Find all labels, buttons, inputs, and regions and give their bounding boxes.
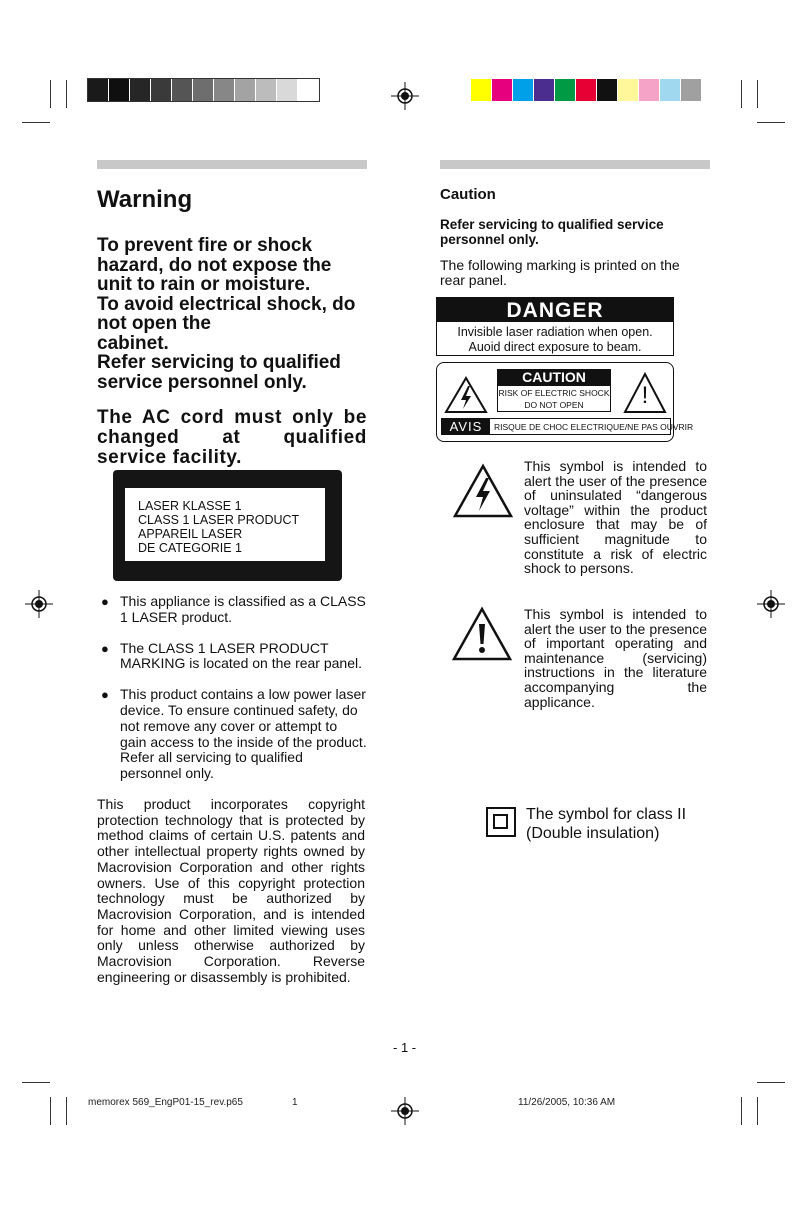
crop-mark xyxy=(741,1097,742,1125)
section-rule-left xyxy=(97,160,367,169)
ac-cord-warning: The AC cord must only be changed at qualified service facility. xyxy=(97,407,367,468)
crop-mark xyxy=(757,1082,785,1083)
laser-label-line: APPAREIL LASER xyxy=(138,527,243,541)
section-rule-right xyxy=(440,160,710,169)
fire-warning-line: cabinet. xyxy=(97,332,169,354)
color-swatch xyxy=(681,79,702,101)
caution-label xyxy=(436,362,694,442)
color-bar xyxy=(471,79,702,101)
macrovision-notice: This product incorporates copyright protection technology that is protected by method claims of certain U.S. patents and other intellectual property rights owned by Macrovision Corporation and other rights owners. Use of this copyright protection technology must be authorized by Macrovision Corporation, and is intended for home and other limited viewing uses only unless otherwise authorized by Macrovision Corporation. Reverse engineering or disassembly is prohibited. xyxy=(97,796,365,985)
fire-warning-line: Refer servicing to qualified xyxy=(97,352,341,373)
footer-page: 1 xyxy=(292,1097,298,1108)
footer-filename: memorex 569_EngP01-15_rev.p65 xyxy=(88,1097,243,1108)
exclamation-mark: ! xyxy=(641,382,649,409)
bullet-icon: ● xyxy=(101,594,109,609)
grayscale-bar xyxy=(88,79,319,101)
crop-mark xyxy=(50,80,51,108)
bullet-icon: ● xyxy=(101,640,109,656)
color-swatch xyxy=(130,79,151,101)
page-title: Warning xyxy=(97,186,193,213)
refer-servicing: Refer servicing to qualified service personnel only. xyxy=(440,217,664,247)
fire-warning-line: To avoid electrical shock, do xyxy=(97,293,356,315)
color-swatch xyxy=(235,79,256,101)
crop-mark xyxy=(757,122,785,123)
fire-warning-line: not open the xyxy=(97,313,211,334)
crop-mark xyxy=(22,122,50,123)
class-ii-line: (Double insulation) xyxy=(526,825,660,842)
laser-class-label xyxy=(113,470,342,581)
color-swatch xyxy=(151,79,172,101)
crop-mark xyxy=(741,80,742,108)
caution-label-text xyxy=(497,385,611,412)
crop-mark xyxy=(66,80,67,108)
list-item-text: This product contains a low power laser device. To ensure continued safety, do not remove any cover or attempt to gain access to the inside of the product. Refer all servicing to qualified personnel only. xyxy=(120,686,367,782)
marking-intro: The following marking is printed on the rear panel. xyxy=(440,257,680,288)
voltage-symbol-description: This symbol is intended to alert the user of the presence of uninsulated “dangerous voltage” within the product enclosure that may be of sufficient magnitude to constitute a risk of electric shock to persons. xyxy=(524,458,707,577)
color-swatch xyxy=(534,79,555,101)
crop-mark xyxy=(22,1082,50,1083)
list-item xyxy=(101,687,367,782)
crop-mark xyxy=(50,1097,51,1125)
double-insulation-icon xyxy=(486,807,516,837)
laser-label-line: DE CATEGORIE 1 xyxy=(138,541,242,555)
caution-heading: Caution xyxy=(440,186,496,203)
fire-warning-line: hazard, do not expose the xyxy=(97,254,332,276)
laser-label-line: CLASS 1 LASER PRODUCT xyxy=(138,513,300,527)
caution-label-heading: CAUTION xyxy=(497,369,611,385)
avis-text: RISQUE DE CHOC ELECTRIQUE/NE PAS OUVRIR xyxy=(494,422,694,432)
danger-line: Auoid direct exposure to beam. xyxy=(468,340,642,354)
avis-badge: AVIS xyxy=(442,419,490,434)
list-item xyxy=(101,641,367,673)
electric-shock-icon xyxy=(444,376,488,414)
caution-label-line: RISK OF ELECTRIC SHOCK xyxy=(498,388,610,398)
caution-label-line: DO NOT OPEN xyxy=(524,400,584,410)
registration-target-icon xyxy=(25,590,53,618)
color-swatch xyxy=(639,79,660,101)
danger-text xyxy=(437,322,673,355)
color-swatch xyxy=(193,79,214,101)
class-ii-line: The symbol for class II xyxy=(526,806,687,823)
list-item-text: This appliance is classified as a CLASS 1 LASER product. xyxy=(120,593,366,625)
color-swatch xyxy=(492,79,513,101)
exclamation-icon xyxy=(623,372,667,414)
page-number: - 1 - xyxy=(393,1040,417,1055)
fire-warning-line: To prevent fire or shock xyxy=(97,235,313,256)
danger-label xyxy=(436,297,674,356)
registration-target-icon xyxy=(391,82,419,110)
color-swatch xyxy=(555,79,576,101)
crop-mark xyxy=(757,80,758,108)
registration-target-icon xyxy=(757,590,785,618)
laser-label-panel xyxy=(125,488,325,561)
color-swatch xyxy=(109,79,130,101)
color-swatch xyxy=(597,79,618,101)
attention-exclamation-icon xyxy=(451,606,513,662)
class-ii-description xyxy=(526,805,686,843)
laser-bullet-list xyxy=(101,594,367,797)
dangerous-voltage-icon xyxy=(452,463,514,519)
color-swatch xyxy=(576,79,597,101)
bullet-icon: ● xyxy=(101,687,109,703)
crop-mark xyxy=(66,1097,67,1125)
color-swatch xyxy=(214,79,235,101)
color-swatch xyxy=(471,79,492,101)
color-swatch xyxy=(618,79,639,101)
crop-mark xyxy=(757,1097,758,1125)
color-swatch xyxy=(298,79,319,101)
danger-heading: DANGER xyxy=(437,298,673,322)
list-item xyxy=(101,594,367,626)
fire-warning xyxy=(97,236,355,392)
footer-date: 11/26/2005, 10:36 AM xyxy=(518,1097,616,1108)
color-swatch xyxy=(88,79,109,101)
laser-label-line: LASER KLASSE 1 xyxy=(138,499,242,513)
color-swatch xyxy=(513,79,534,101)
instruction-symbol-description: This symbol is intended to alert the user to the presence of important operating and maintenance (servicing) instructions in the literature accompanying the applicance. xyxy=(524,606,707,710)
registration-target-icon xyxy=(391,1097,419,1125)
color-swatch xyxy=(277,79,298,101)
color-swatch xyxy=(172,79,193,101)
color-swatch xyxy=(660,79,681,101)
color-swatch xyxy=(256,79,277,101)
fire-warning-line: unit to rain or moisture. xyxy=(97,274,311,295)
danger-line: Invisible laser radiation when open. xyxy=(457,325,653,339)
avis-bar xyxy=(441,418,694,435)
fire-warning-line: service personnel only. xyxy=(97,371,307,393)
list-item-text: The CLASS 1 LASER PRODUCT MARKING is located on the rear panel. xyxy=(120,639,363,672)
